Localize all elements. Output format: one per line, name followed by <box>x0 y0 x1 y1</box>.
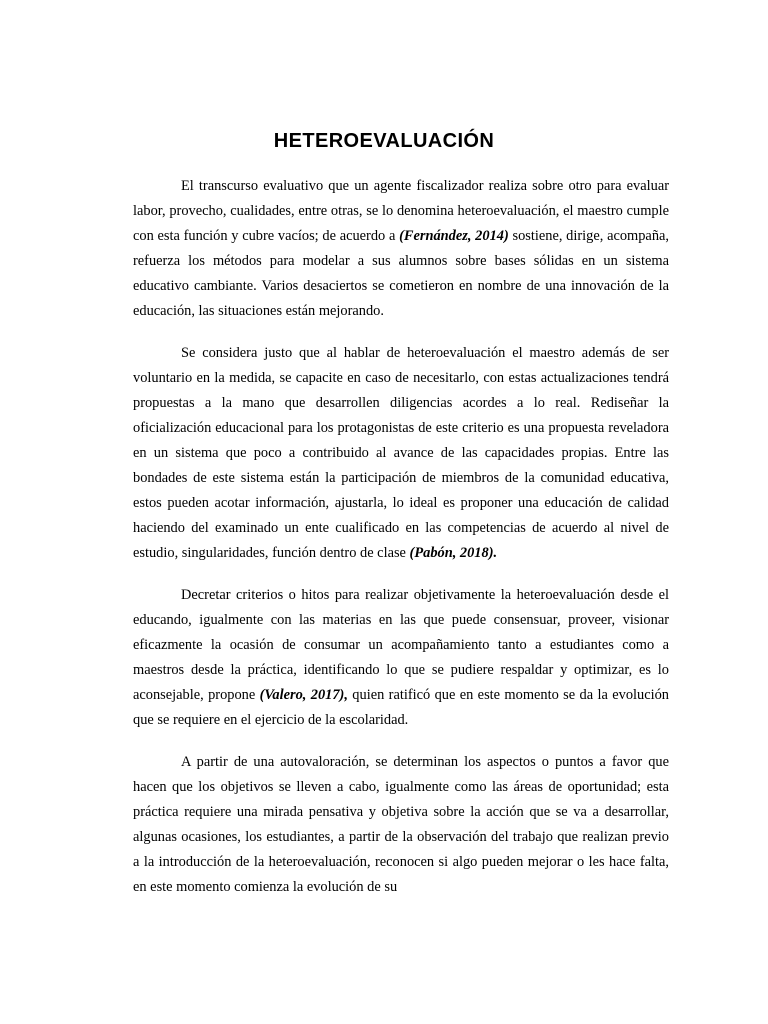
citation-valero: (Valero, 2017), <box>259 687 348 703</box>
paragraph-1-text-before: El transcurso evaluativo que un agente fiscalizador realiza sobre otro para evaluar labor, provecho, cualidades, entre otras, se lo denomina heteroevaluación, el maestro cumple con esta función y cubre vacíos; de acuerdo a <box>133 178 669 244</box>
paragraph-3-text-before: Decretar criterios o hitos para realizar objetivamente la heteroevaluación desde el educando, igualmente con las materias en las que puede consensuar, proveer, visionar eficazmente la ocasión de consumar un acompañamiento tanto a estudiantes como a maestros desde la práctica, identificando lo que se pudiere respaldar y optimizar, es lo aconsejable, propone <box>133 587 669 703</box>
paragraph-3 <box>133 583 669 733</box>
paragraph-2-text-before: Se considera justo que al hablar de heteroevaluación el maestro además de ser voluntario en la medida, se capacite en caso de necesitarlo, con estas actualizaciones tendrá propuestas a la mano que desarrollen diligencias acordes a lo real. Rediseñar la oficialización educacional para los protagonistas de este criterio es una propuesta reveladora en un sistema que poco a contribuido al avance de las capacidades propias. Entre las bondades de este sistema están la participación de miembros de la comunidad educativa, estos pueden acotar información, ajustarla, lo ideal es proponer una educación de calidad haciendo del examinado un ente cualificado en las competencias de acuerdo al nivel de estudio, singularidades, función dentro de clase <box>133 345 669 561</box>
paragraph-3-text-after: quien ratificó que en este momento se da la evolución que se requiere en el ejercicio de la escolaridad. <box>133 687 669 728</box>
paragraph-1 <box>133 174 669 324</box>
paragraph-1-text-after: sostiene, dirige, acompaña, refuerza los métodos para modelar a sus alumnos sobre bases sólidas en un sistema educativo cambiante. Varios desaciertos se cometieron en nombre de una innovación de la educación, las situaciones están mejorando. <box>133 228 669 319</box>
citation-fernandez: (Fernández, 2014) <box>399 228 509 244</box>
citation-pabon: (Pabón, 2018). <box>409 545 498 561</box>
paragraph-4 <box>133 750 669 900</box>
paragraph-2 <box>133 341 669 566</box>
paragraph-4-text-before: A partir de una autovaloración, se determinan los aspectos o puntos a favor que hacen que los objetivos se lleven a cabo, igualmente como las áreas de oportunidad; esta práctica requiere una mirada pensativa y objetiva sobre la acción que se va a desarrollar, algunas ocasiones, los estudiantes, a partir de la observación del trabajo que realizan previo a la introducción de la heteroevaluación, reconocen si algo pueden mejorar o les hace falta, en este momento comienza la evolución de su <box>133 754 669 895</box>
document-title: HETEROEVALUACIÓN <box>273 130 495 152</box>
document-body <box>133 174 669 917</box>
